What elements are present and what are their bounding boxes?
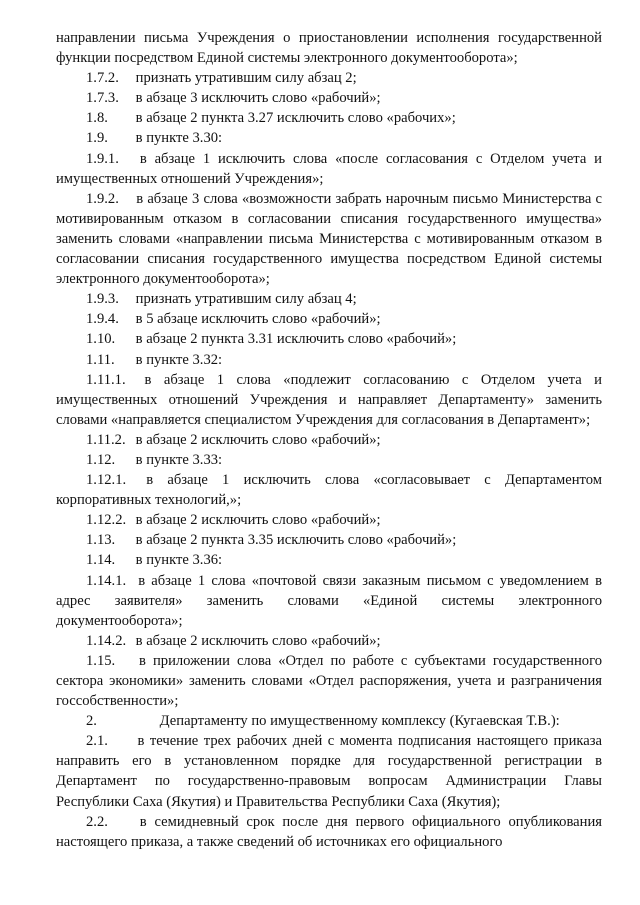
paragraph-number: 1.14. [86, 552, 116, 569]
paragraph-text: в 5 абзаце исключить слово «рабочий»; [135, 311, 381, 328]
paragraph [56, 289, 602, 309]
paragraph-text: в пункте 3.32: [135, 351, 223, 368]
paragraph-text: в абзаце 2 пункта 3.31 исключить слово «рабочий»; [135, 331, 457, 348]
paragraph [56, 711, 602, 731]
paragraph-number: 1.15. [86, 652, 116, 669]
paragraph-text: направлении письма Учреждения о приостановлении исполнения государственной функции посредством Единой системы электронного документооборота»; [56, 30, 602, 67]
paragraph-text: в абзаце 1 исключить слова «согласовывает с Департаментом корпоративных технологий,»; [56, 472, 602, 509]
paragraph [56, 470, 602, 510]
paragraph-text: в абзаце 1 слова «почтовой связи заказным письмом с уведомлением в адрес заявителя» заменить словами «Единой системы электронного документооборота»; [56, 572, 602, 629]
paragraph-text: в пункте 3.30: [135, 130, 223, 147]
paragraph-number: 1.7.3. [86, 90, 119, 107]
paragraph-text: в абзаце 2 исключить слово «рабочий»; [135, 632, 381, 649]
paragraph [56, 571, 602, 631]
paragraph-text: в абзаце 3 слова «возможности забрать нарочным письмо Министерства с мотивированным отказом в согласовании списания государственного имущества» заменить словами «направлении письма Министерства с мотивированным отказом в согласовании списания государственного имущества посредством Единой системы электронного документооборота»; [56, 190, 602, 288]
paragraph-text: в абзаце 1 исключить слова «после согласования с Отделом учета и имущественных отношений Учреждения»; [56, 150, 602, 187]
paragraph-text: в приложении слова «Отдел по работе с субъектами государственного сектора экономики» заменить словами «Отдел распоряжения, учета и разграничения госсобственности»; [56, 652, 602, 710]
paragraph [56, 651, 602, 711]
paragraph-number: 2.2. [86, 813, 108, 830]
paragraph-number: 2.1. [86, 733, 108, 750]
paragraph [56, 350, 602, 370]
document-page [56, 28, 602, 852]
paragraph-number: 1.13. [86, 532, 116, 549]
paragraph [56, 510, 602, 530]
paragraph-number: 1.11.2. [86, 431, 126, 448]
paragraph-text: признать утратившим силу абзац 4; [135, 291, 357, 308]
paragraph-text: в пункте 3.33: [135, 451, 223, 468]
paragraph-text: в абзаце 2 исключить слово «рабочий»; [135, 431, 381, 448]
paragraph-number: 1.9.3. [86, 291, 119, 308]
paragraph-number: 1.14.2. [86, 632, 127, 649]
paragraph [56, 450, 602, 470]
paragraph-text: в абзаце 2 исключить слово «рабочий»; [135, 512, 381, 529]
paragraph [56, 550, 602, 570]
paragraph [56, 68, 602, 88]
paragraph-text: в абзаце 2 пункта 3.27 исключить слово «рабочих»; [135, 110, 456, 127]
paragraph-number: 1.11.1. [86, 371, 126, 388]
paragraph [56, 128, 602, 148]
paragraph-number: 1.9. [86, 130, 108, 147]
paragraph-text: признать утратившим силу абзац 2; [135, 70, 357, 87]
paragraph [56, 329, 602, 349]
paragraph [56, 149, 602, 189]
paragraph-number: 1.8. [86, 110, 108, 127]
paragraph [56, 631, 602, 651]
paragraph-number: 1.10. [86, 331, 116, 348]
paragraph-text: Департаменту по имущественному комплексу (Кугаевская Т.В.): [159, 713, 560, 730]
paragraph-number: 1.9.1. [86, 150, 119, 167]
paragraph-text: в абзаце 2 пункта 3.35 исключить слово «рабочий»; [135, 532, 457, 549]
paragraph-text: в абзаце 1 слова «подлежит согласованию с Отделом учета и имущественных отношений Учреждения и направляет Департаменту» заменить словами «направляется специалистом Учреждения для согласования в Департамент»; [56, 371, 602, 428]
paragraph-number: 1.9.4. [86, 311, 119, 328]
paragraph-number: 1.11. [86, 351, 115, 368]
paragraph [56, 108, 602, 128]
paragraph-text: в течение трех рабочих дней с момента подписания настоящего приказа направить его в установленном порядке для государственной регистрации в Департамент по государственно-правовым вопросам Администрации Главы Республики Саха (Якутия) и Правительства Республики Саха (Якутия); [56, 733, 602, 810]
paragraph-text: в семидневный срок после дня первого официального опубликования настоящего приказа, а также сведений об источниках его официального [56, 813, 602, 850]
paragraph [56, 812, 602, 852]
paragraph-number: 2. [86, 713, 97, 730]
paragraph-number: 1.12. [86, 451, 116, 468]
paragraph [56, 731, 602, 811]
paragraph-text: в абзаце 3 исключить слово «рабочий»; [135, 90, 381, 107]
paragraph-number: 1.7.2. [86, 70, 119, 87]
paragraph-number: 1.12.1. [86, 472, 127, 489]
paragraph-text: в пункте 3.36: [135, 552, 223, 569]
paragraph [56, 88, 602, 108]
paragraph [56, 189, 602, 289]
paragraph [56, 370, 602, 430]
paragraph [56, 530, 602, 550]
paragraph [56, 430, 602, 450]
paragraph-number: 1.14.1. [86, 572, 127, 589]
paragraph [56, 28, 602, 68]
paragraph [56, 309, 602, 329]
paragraph-number: 1.9.2. [86, 190, 119, 207]
paragraph-number: 1.12.2. [86, 512, 127, 529]
